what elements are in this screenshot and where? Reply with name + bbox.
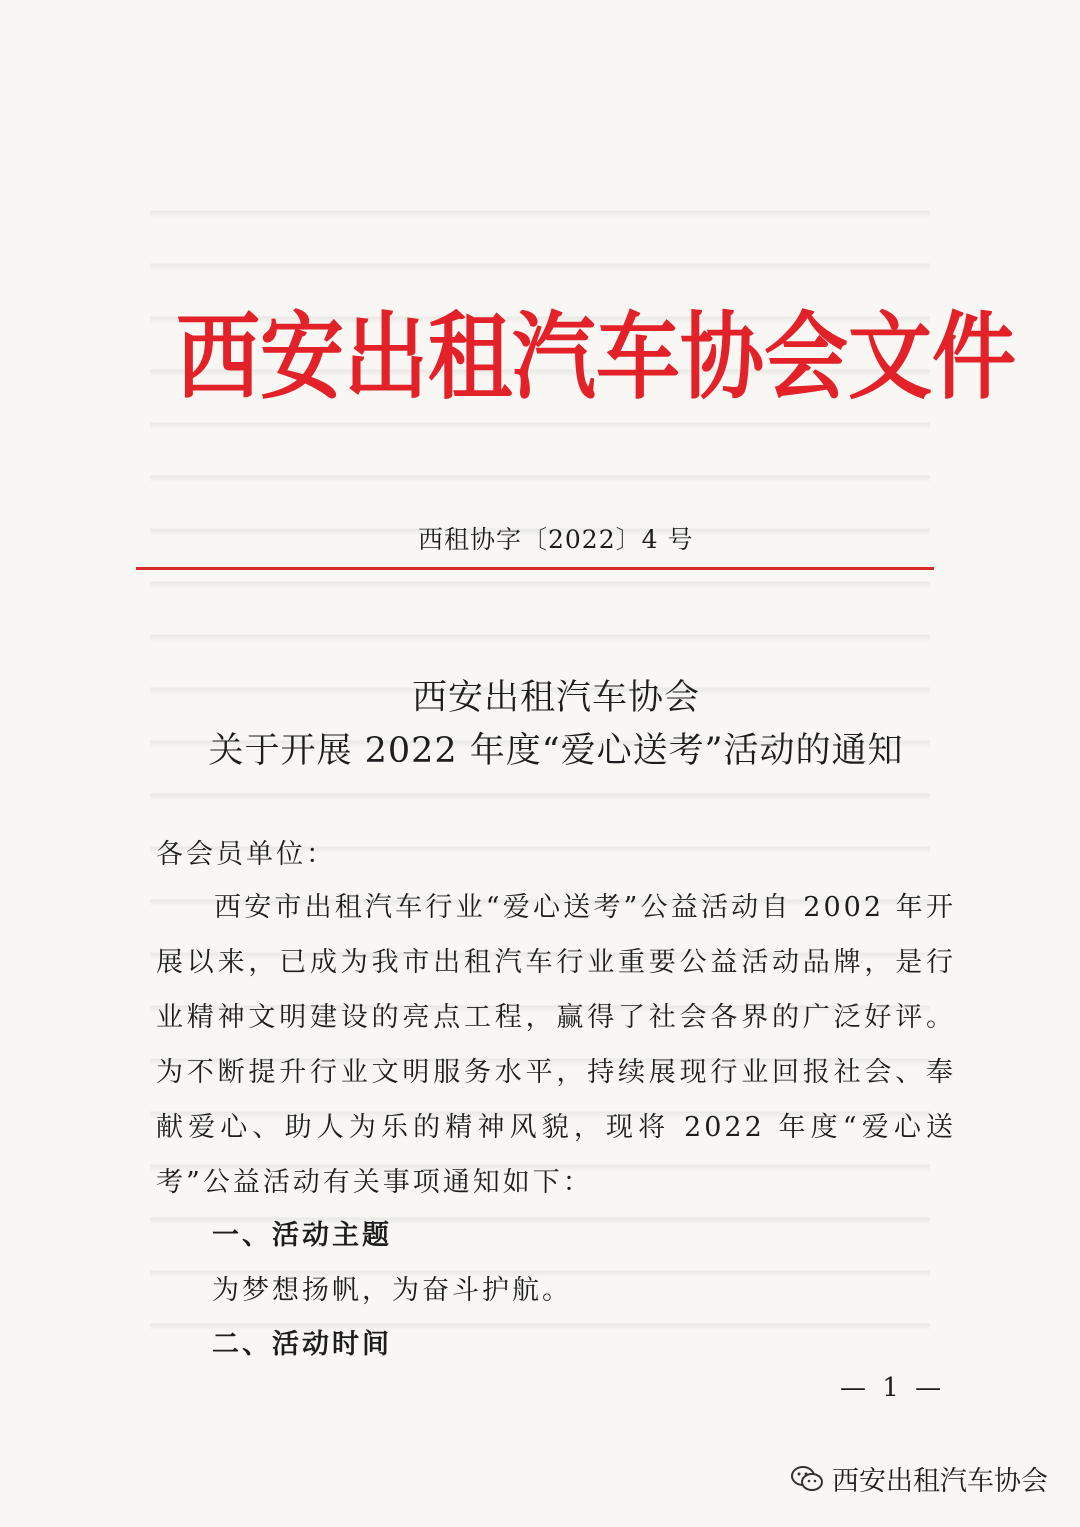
wechat-icon [790,1464,824,1494]
watermark-label: 西安出租汽车协会 [832,1466,1048,1497]
section2-heading: 二、活动时间 [212,1329,392,1360]
wechat-watermark [790,1459,1048,1498]
page-number: — 1 — [840,1373,946,1403]
salutation: 各会员单位： [156,839,336,870]
notice-title-line2: 关于开展 2022 年度“爱心送考”活动的通知 [208,731,904,771]
section1-heading: 一、活动主题 [212,1220,392,1251]
body-paragraph: 西安市出租汽车行业“爱心送考”公益活动自 2002 年开展以来，已成为我市出租汽车行业重要公益活动品牌，是行业精神文明建设的亮点工程，赢得了社会各界的广泛好评。为不断提升行业文明服务水平，持续展现行业回报社会、奉献爱心、助人为乐的精神风貌，现将 2022 年度“爱心送考”公益活动有关事项通知如下： [156,892,956,1198]
document-header-title: 西安出租汽车协会文件 [176,301,1017,412]
section1-text: 为梦想扬帆，为奋斗护航。 [212,1275,572,1306]
document-number: 西租协字〔2022〕4 号 [418,525,694,554]
notice-title-line1: 西安出租汽车协会 [411,678,700,718]
red-divider-line [136,567,934,570]
